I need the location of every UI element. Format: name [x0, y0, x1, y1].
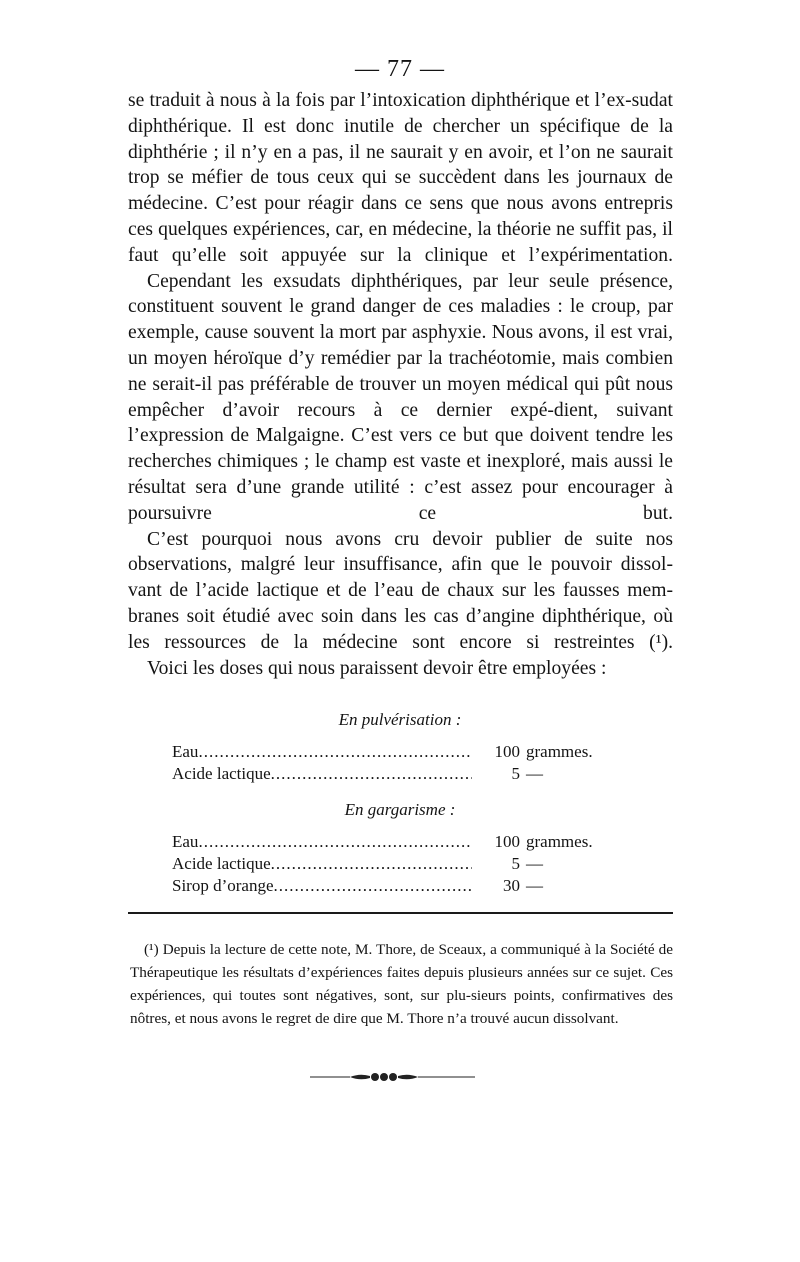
leader-dots [274, 874, 472, 898]
recipe-heading-pulverisation: En pulvérisation : [338, 710, 462, 729]
ingredient-quantity: 5 [511, 854, 520, 873]
recipe-row [172, 830, 632, 854]
paragraph-1: se traduit à nous à la fois par l’intoxication diphthérique et l’ex-sudat diphthérique. Il est donc inutile de chercher un spécifique de la diphthérie ; il n’y en a pas, il ne saurait y en avoir, et l’on ne saurait trop se méfier de tous ceux qui se succèdent dans les journaux de médecine. C’est pour réagir dans ce sens que nous avons entrepris ces quelques expériences, car, en médecine, la théorie ne suffit pas, il faut qu’elle soit appuyée sur la clinique et l’expérimentation. [128, 90, 673, 266]
ornament-fleuron-icon [310, 1070, 475, 1082]
recipe-row [172, 852, 632, 876]
recipe-row [172, 874, 632, 898]
footnote-marker: (¹) [144, 941, 159, 958]
recipe-row [172, 762, 632, 786]
ingredient-name: Eau [172, 742, 199, 761]
ingredient-quantity: 5 [511, 764, 520, 783]
ingredient-name: Sirop d’orange [172, 876, 274, 895]
ingredient-name: Eau [172, 832, 199, 851]
paragraph-3: C’est pourquoi nous avons cru devoir publier de suite nos observations, malgré leur insuffisance, afin que le pouvoir dissol-vant de l’acide lactique et de l’eau de chaux sur les fausses mem-branes soit étudié avec soin dans les cas d’angine diphthérique, où les ressources de la médecine sont encore si restreintes (¹). [128, 528, 673, 653]
ingredient-quantity: 100 [494, 742, 520, 761]
recipe-heading-gargarisme: En gargarisme : [344, 800, 456, 819]
ingredient-unit: — [526, 854, 543, 873]
leader-dots [198, 830, 472, 854]
leader-dots [271, 852, 472, 876]
ingredient-quantity: 30 [503, 876, 520, 895]
ingredient-unit: grammes. [526, 742, 593, 761]
ingredient-name: Acide lactique [172, 764, 271, 783]
footnote-divider [128, 912, 673, 914]
footnote [130, 938, 673, 1030]
recipe-row [172, 740, 632, 764]
ingredient-quantity: 100 [494, 832, 520, 851]
paragraph-4: Voici les doses qui nous paraissent devoir être employées : [147, 657, 607, 679]
ingredient-name: Acide lactique [172, 854, 271, 873]
footnote-text: Depuis la lecture de cette note, M. Thore, de Sceaux, a communiqué à la Société de Thérapeutique les résultats d’expériences faites depuis plusieurs années sur ce sujet. Ces expériences, qui toutes sont négatives, sont, sur plu-sieurs points, confirmatives des nôtres, et nous avons le regret de dire que M. Thore n’a trouvé aucun dissolvant. [130, 941, 673, 1027]
leader-dots [198, 740, 472, 764]
ingredient-unit: grammes. [526, 832, 593, 851]
page-number: — 77 — [355, 56, 445, 82]
paragraph-2: Cependant les exsudats diphthériques, par leur seule présence, constituent souvent le grand danger de ces maladies : le croup, par exemple, cause souvent la mort par asphyxie. Nous avons, il est vrai, un moyen héroïque d’y remédier par la trachéotomie, mais combien ne serait-il pas préférable de trouver un moyen médical qui pût nous empêcher d’avoir recours à ce dernier expé-dient, suivant l’expression de Malgaigne. C’est vers ce but que doivent tendre les recherches chimiques ; le champ est vaste et inexploré, mais aussi le résultat sera d’une grande utilité : c’est assez pour encourager à poursuivre ce but. [128, 270, 673, 524]
ingredient-unit: — [526, 876, 543, 895]
leader-dots [271, 762, 472, 786]
body-text [128, 88, 673, 681]
ingredient-unit: — [526, 764, 543, 783]
